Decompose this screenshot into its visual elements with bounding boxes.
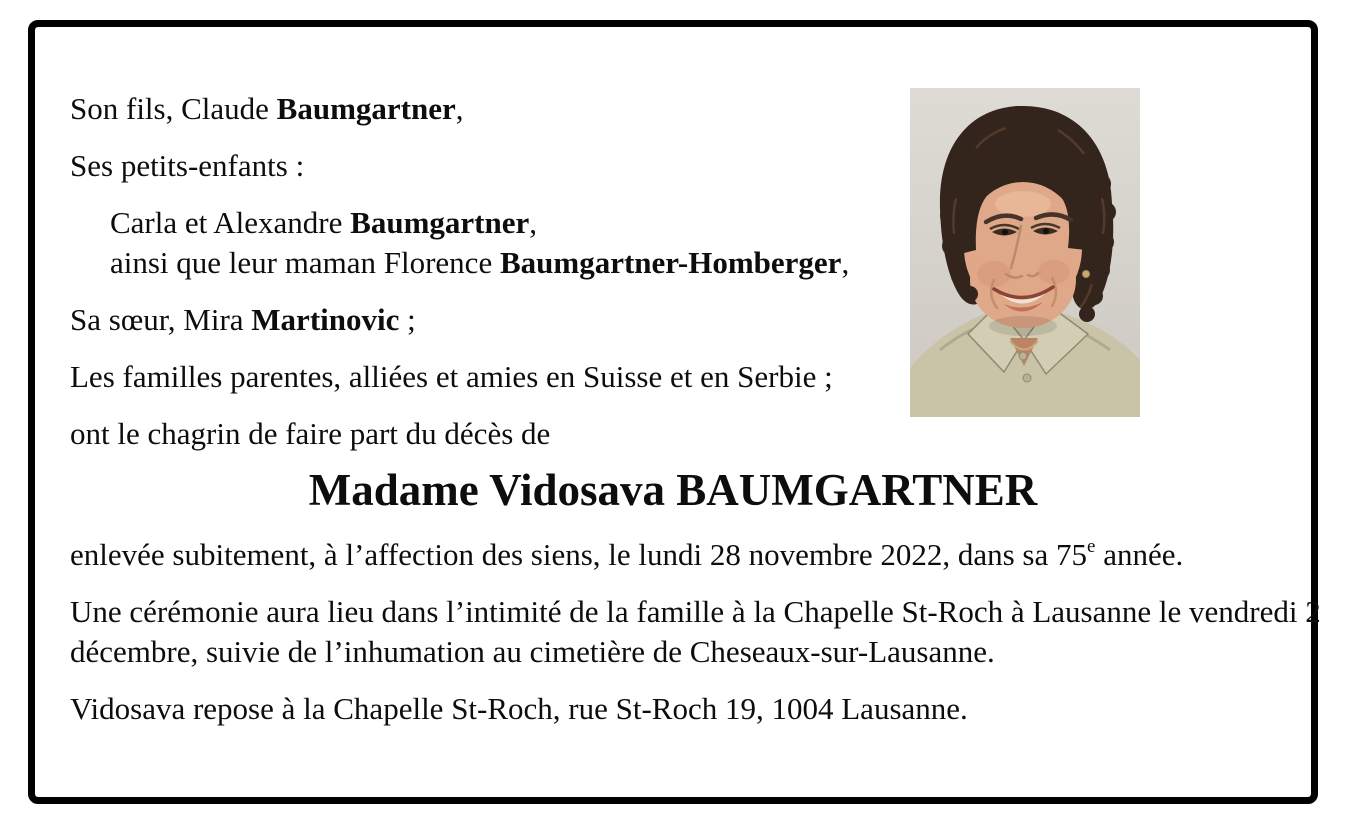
text-run: ainsi que leur maman Florence (110, 245, 500, 280)
ceremony-block (70, 592, 1321, 672)
button (1023, 374, 1031, 382)
portrait-photo (910, 88, 1140, 417)
announcement-card (28, 20, 1321, 804)
death-line (70, 535, 1276, 575)
text-run: , (455, 91, 464, 126)
chin-shadow (989, 316, 1057, 336)
text-run: , (841, 245, 850, 280)
families-line: Les familles parentes, alliées et amies en Suisse et en Serbie ; (70, 359, 833, 394)
text-run: , (529, 205, 537, 240)
forehead-highlight (995, 191, 1051, 217)
deceased-name: Madame Vidosava BAUMGARTNER (308, 465, 1038, 515)
ceremony-line-1: Une cérémonie aura lieu dans l’intimité de la famille à la Chapelle St-Roch à Lausanne le vendredi 2 (70, 594, 1321, 629)
ordinal-superscript: e (1087, 536, 1096, 557)
text-run: année. (1095, 537, 1184, 572)
text-run: Carla et Alexandre (110, 205, 351, 240)
text-run: ; (399, 302, 416, 337)
portrait-illustration (910, 88, 1140, 417)
grandchildren-heading: Ses petits-enfants : (70, 148, 305, 183)
text-run: enlevée subitement, à l’affection des siens, le lundi 28 novembre 2022, dans sa 75 (70, 537, 1087, 572)
family-name-bold: Baumgartner (350, 205, 530, 240)
text-run: Sa sœur, Mira (70, 302, 252, 337)
repose-line: Vidosava repose à la Chapelle St-Roch, rue St-Roch 19, 1004 Lausanne. (70, 691, 968, 726)
earring (1083, 271, 1090, 278)
family-name-bold: Baumgartner-Homberger (499, 245, 842, 280)
button (1019, 352, 1027, 360)
family-name-bold: Martinovic (251, 302, 400, 337)
intro-line: ont le chagrin de faire part du décès de (70, 416, 551, 451)
text-run: Son fils, Claude (70, 91, 277, 126)
ceremony-line-2: décembre, suivie de l’inhumation au cimetière de Cheseaux-sur-Lausanne. (70, 634, 995, 669)
family-name-bold: Baumgartner (276, 91, 456, 126)
